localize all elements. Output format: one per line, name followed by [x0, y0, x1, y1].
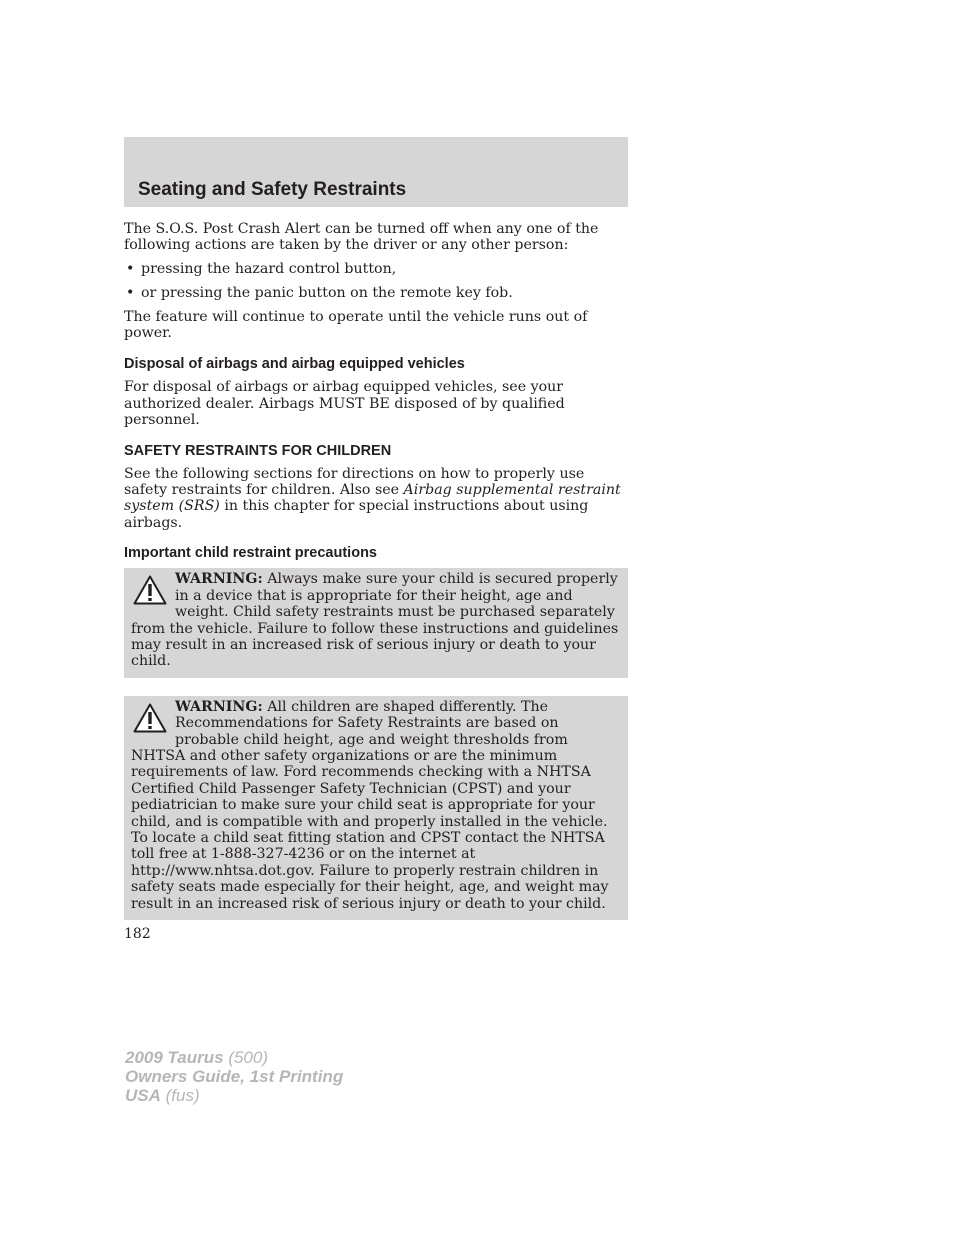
warning-box: [124, 696, 628, 920]
section-header-band: [124, 137, 628, 207]
precautions-heading: Important child restraint precautions: [124, 545, 377, 562]
footer-line-guide: Owners Guide, 1st Printing: [125, 1067, 344, 1086]
page-content: [124, 221, 628, 920]
footer-line-region: USA (fus): [125, 1086, 200, 1105]
warning-label: WARNING:: [175, 571, 263, 588]
warning-triangle-icon: [133, 575, 167, 605]
warning-label: WARNING:: [175, 698, 263, 715]
disposal-paragraph: For disposal of airbags or airbag equipped vehicles, see your authorized dealer. Airbags MUST BE disposed of by qualified personnel.: [124, 379, 565, 429]
disposal-heading: Disposal of airbags and airbag equipped vehicles: [124, 356, 465, 373]
list-item: • pressing the hazard control button,: [126, 260, 397, 277]
children-heading: SAFETY RESTRAINTS FOR CHILDREN: [124, 442, 392, 459]
warning-triangle-icon: [133, 703, 167, 733]
bullet-icon: •: [126, 284, 135, 301]
intro-paragraph: The S.O.S. Post Crash Alert can be turned off when any one of the following actions are taken by the driver or any other person:: [124, 221, 599, 254]
list-item: • or pressing the panic button on the remote key fob.: [126, 284, 513, 301]
section-title: Seating and Safety Restraints: [138, 179, 407, 200]
print-footer: [125, 1048, 343, 1105]
warning-box: [124, 568, 628, 677]
page-number: 182: [124, 926, 151, 942]
warning-text: All children are shaped differently. The Recommendations for Safety Restraints are based on probable child height, age and weight thresholds from NHTSA and other safety organizations or are the minimum requirements of law. Ford recommends checking with a NHTSA Certified Child Passenger Safety Technician (CPST) and your pediatrician to make sure your child seat is appropriate for your child, and is compatible with and properly installed in the vehicle. To locate a child seat fitting station and CPST contact the NHTSA toll free at 1-888-327-4236 or on the internet at http://www.nhtsa.dot.gov. Failure to properly restrain children in safety seats made especially for their height, age, and weight may result in an increased risk of serious injury or death to your child.: [131, 698, 609, 912]
footer-line-model: 2009 Taurus (500): [125, 1048, 269, 1067]
bullet-icon: •: [126, 260, 135, 277]
srs-reference: Airbag supplemental restraint system (SRS): [124, 482, 621, 515]
action-list: [124, 261, 628, 301]
continue-paragraph: The feature will continue to operate until the vehicle runs out of power.: [124, 308, 588, 342]
children-paragraph: See the following sections for directions on how to properly use safety restraints for children. Also see Airbag supplemental restraint system (SRS) in this chapter for special instructions about using airbags.: [124, 465, 621, 531]
warning-text: Always make sure your child is secured properly in a device that is appropriate for their height, age and weight. Child safety restraints must be purchased separately from the vehicle. Failure to follow these instructions and guidelines may result in an increased risk of serious injury or death to your child.: [131, 571, 619, 670]
